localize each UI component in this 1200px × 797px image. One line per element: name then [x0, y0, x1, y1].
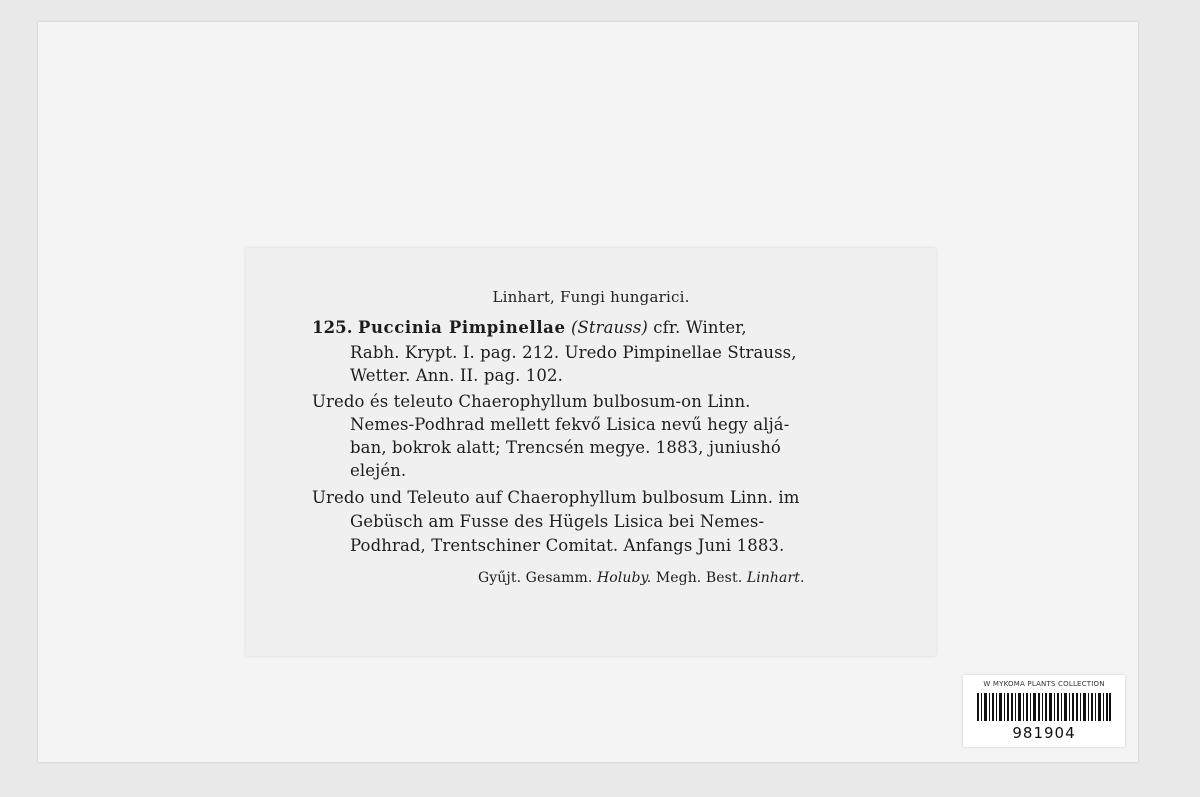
specimen-label: [246, 248, 936, 656]
determiner-prefix: Megh. Best.: [655, 570, 743, 586]
reference-start: cfr. Winter,: [653, 318, 747, 337]
collector-prefix: Gyűjt. Gesamm.: [478, 570, 593, 586]
label-line-1: [312, 318, 747, 337]
collector-name: Holuby.: [596, 570, 652, 586]
determiner-name: Linhart.: [746, 570, 805, 586]
hungarian-line-4: elején.: [350, 461, 407, 480]
exsiccata-number: 125.: [312, 318, 353, 337]
german-line-2: Gebüsch am Fusse des Hügels Lisica bei Nemes-: [350, 512, 765, 531]
reference-line-3: Wetter. Ann. II. pag. 102.: [350, 366, 563, 385]
german-line-1: Uredo und Teleuto auf Chaerophyllum bulbosum Linn. im: [312, 488, 800, 507]
hungarian-line-2: Nemes-Podhrad mellett fekvő Lisica nevű hegy aljá-: [350, 415, 790, 434]
barcode-number: 981904: [1012, 724, 1076, 742]
hungarian-line-1: Uredo és teleuto Chaerophyllum bulbosum-on Linn.: [312, 392, 751, 411]
series-title: Linhart, Fungi hungarici.: [492, 288, 690, 306]
barcode-label: [963, 675, 1125, 747]
collector-line: [478, 570, 805, 586]
barcode-bars: [977, 693, 1111, 721]
barcode-institution: W MYKOMA PLANTS COLLECTION: [983, 680, 1105, 688]
reference-line-2: Rabh. Krypt. I. pag. 212. Uredo Pimpinellae Strauss,: [350, 343, 797, 362]
german-line-3: Podhrad, Trentschiner Comitat. Anfangs Juni 1883.: [350, 536, 785, 555]
hungarian-line-3: ban, bokrok alatt; Trencsén megye. 1883, juniushó: [350, 438, 781, 457]
species-author: (Strauss): [570, 318, 648, 337]
species-name: Puccinia Pimpinellae: [357, 318, 566, 337]
